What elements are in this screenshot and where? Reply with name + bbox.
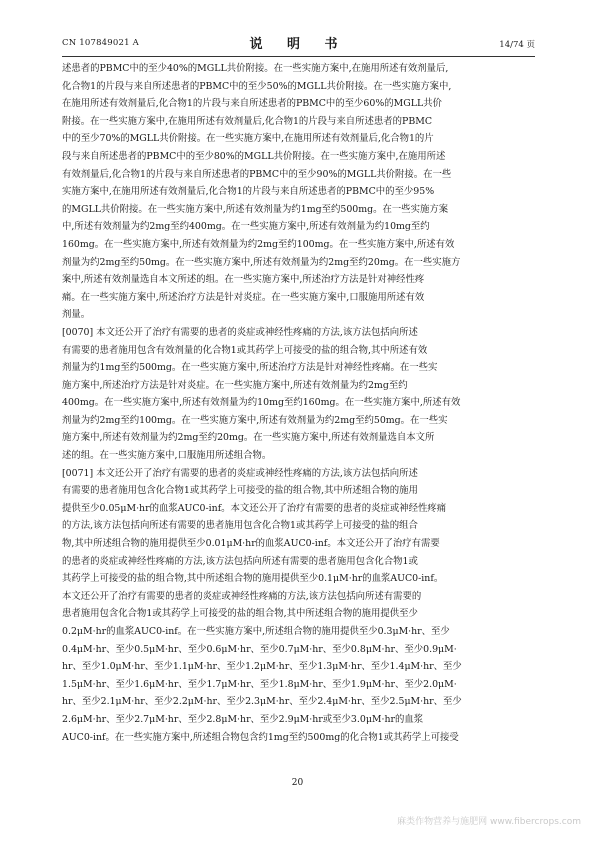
header-rule <box>62 56 535 57</box>
page-number: 20 <box>291 778 304 788</box>
document-title: 说 明 书 <box>249 37 348 52</box>
paragraph-text: 本文还公开了治疗有需要的患者的炎症或神经性疼痛的方法,该方法包括向所述 有需要的患者施用包含化合物1或其药学上可接受的盐的组合物,其中所述组合物的施用 提供至少0.05μM·hr的血浆AUC0-inf。本文还公开了治疗有需要的患者的炎症或神经性疼痛 的方法,该方法包括向所述有需要的患者施用包含化合物1或其药学上可接受的盐的组合 物,其中所述组合物的施用提供至少0.01μM·hr的血浆AUC0-inf。本文还公开了治疗有需要 的患者的炎症或神经性疼痛的方法,该方法包括向所述有需要的患者施用包含化合物1或 其药学上可接受的盐的组合物,其中所述组合物的施用提供至少0.1μM·hr的血浆AUC0-inf。 本文还公开了治疗有需要的患者的炎症或神经性疼痛的方法,该方法包括向所述有需要的 患者施用包含化合物1或其药学上可接受的盐的组合物,其中所述组合物的施用提供至少 0.2μM·hr的血浆AUC0-inf。在一些实施方案中,所述组合物的施用提供至少0.3μM·hr、至少 0.4μM·hr、至少0.5μM·hr、至少0.6μM·hr、至少0.7μM·hr、至少0.8μM·hr、至少0.9μM· hr、至少1.0μM·hr、至少1.1μM·hr、至少1.2μM·hr、至少1.3μM·hr、至少1.4μM·hr、至少 1.5μM·hr、至少1.6μM·hr、至少1.7μM·hr、至少1.8μM·hr、至少1.9μM·hr、至少2.0μM· hr、至少2.1μM·hr、至少2.2μM·hr、至少2.3μM·hr、至少2.4μM·hr、至少2.5μM·hr、至少 2.6μM·hr、至少2.7μM·hr、至少2.8μM·hr、至少2.9μM·hr或至少3.0μM·hr的血浆 AUC0-inf。在一些实施方案中,所述组合物包含约1mg至约500mg的化合物1或其药学上可接受 <box>62 467 462 743</box>
paragraph-0070 <box>62 324 535 465</box>
watermark: 麻类作物营养与施肥网 www.fibercrops.com <box>397 817 581 827</box>
document-body <box>62 60 535 746</box>
paragraph-text: 本文还公开了治疗有需要的患者的炎症或神经性疼痛的方法,该方法包括向所述 有需要的患者施用包含有效剂量的化合物1或其药学上可接受的盐的组合物,其中所述有效 剂量为约1mg至约500mg。在一些实施方案中,所述治疗方法是针对神经性疼痛。在一些实 施方案中,所述治疗方法是针对炎症。在一些实施方案中,所述有效剂量为约2mg至约 400mg。在一些实施方案中,所述有效剂量为约10mg至约160mg。在一些实施方案中,所述有效 剂量为约2mg至约100mg。在一些实施方案中,所述有效剂量为约2mg至约50mg。在一些实 施方案中,所述有效剂量为约2mg至约20mg。在一些实施方案中,所述有效剂量选自本文所 述的组。在一些实施方案中,口服施用所述组合物。 <box>62 326 461 462</box>
paragraph-number: [0071] <box>62 467 94 479</box>
page-header <box>62 33 535 53</box>
page-counter: 14/74 页 <box>499 40 535 50</box>
patent-number: CN 107849021 A <box>62 38 139 48</box>
paragraph-text: 述患者的PBMC中的至少40%的MGLL共价附接。在一些实施方案中,在施用所述有效剂量后, 化合物1的片段与来自所述患者的PBMC中的至少50%的MGLL共价附接。在一些实施方案中, 在施用所述有效剂量后,化合物1的片段与来自所述患者的PBMC中的至少60%的MGLL共价 附接。在一些实施方案中,在施用所述有效剂量后,化合物1的片段与来自所述患者的PBMC 中的至少70%的MGLL共价附接。在一些实施方案中,在施用所述有效剂量后,化合物1的片 段与来自所述患者的PBMC中的至少80%的MGLL共价附接。在一些实施方案中,在施用所述 有效剂量后,化合物1的片段与来自所述患者的PBMC中的至少90%的MGLL共价附接。在一些 实施方案中,在施用所述有效剂量后,化合物1的片段与来自所述患者的PBMC中的至少95% 的MGLL共价附接。在一些实施方案中,所述有效剂量为约1mg至约500mg。在一些实施方案 中,所述有效剂量为约2mg至约400mg。在一些实施方案中,所述有效剂量为约10mg至约 160mg。在一些实施方案中,所述有效剂量为约2mg至约100mg。在一些实施方案中,所述有效 剂量为约2mg至约50mg。在一些实施方案中,所述有效剂量为约2mg至约20mg。在一些实施方 案中,所述有效剂量选自本文所述的组。在一些实施方案中,所述治疗方法是针对神经性疼 痛。在一些实施方案中,所述治疗方法是针对炎症。在一些实施方案中,口服施用所述有效 剂量。 <box>62 63 461 321</box>
paragraph-continued <box>62 60 535 324</box>
paragraph-0071 <box>62 465 535 747</box>
paragraph-number: [0070] <box>62 326 94 338</box>
